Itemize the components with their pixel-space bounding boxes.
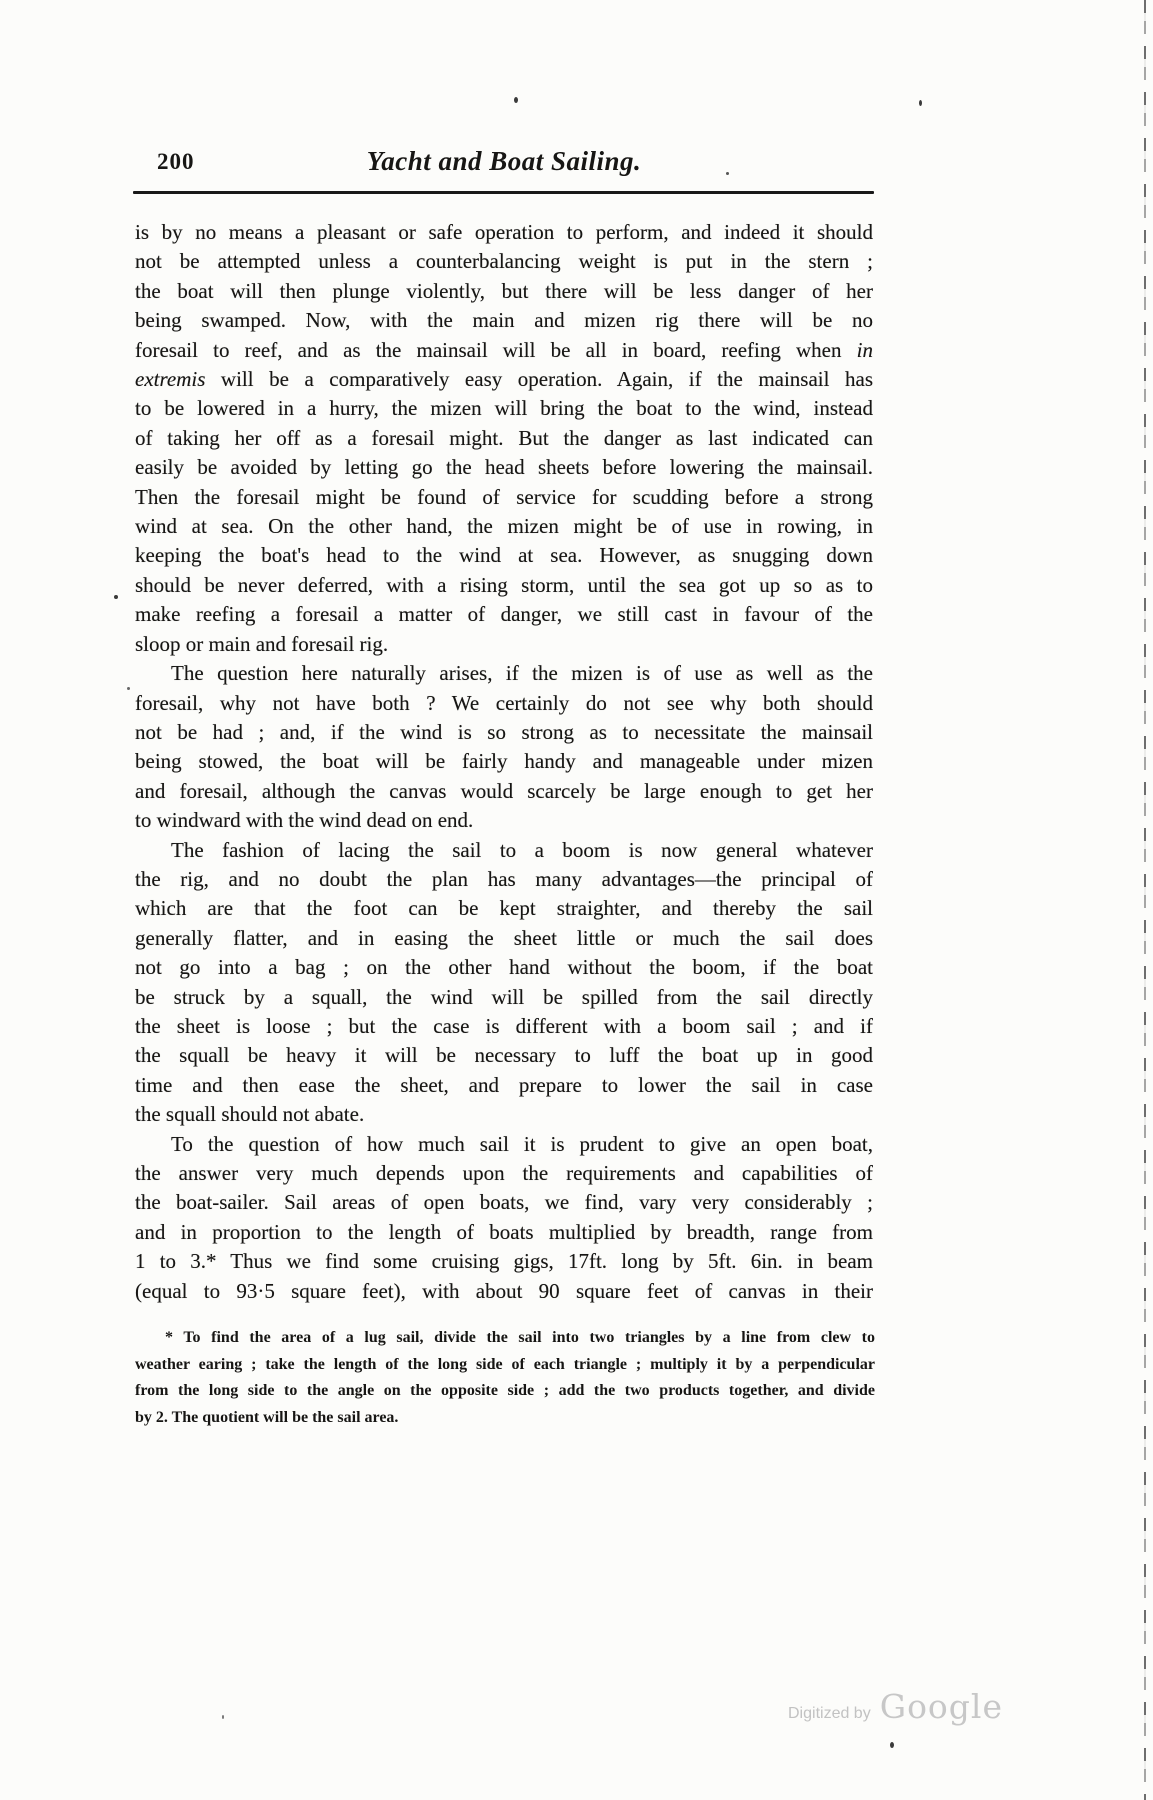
digitized-by-label: Digitized by [788, 1705, 871, 1722]
text-line: Then the foresail might be found of service for scudding before a strong [135, 484, 873, 509]
text-line: not be attempted unless a counterbalancing weight is put in the stern ; [135, 249, 873, 274]
text-line: wind at sea. On the other hand, the mizen might be of use in rowing, in [135, 514, 873, 539]
text-line: keeping the boat's head to the wind at sea. However, as snugging down [135, 543, 873, 568]
ink-speck [222, 1715, 224, 1719]
google-logo: Google [879, 1687, 1004, 1726]
text-line: The question here naturally arises, if the mizen is of use as well as the [171, 661, 873, 686]
page-number: 200 [157, 149, 195, 174]
footnote [135, 1325, 875, 1431]
text-line: easily be avoided by letting go the head sheets before lowering the mainsail. [135, 455, 873, 480]
header-rule [133, 191, 874, 194]
scan-edge-line [1144, 0, 1146, 1800]
ink-speck [919, 100, 922, 106]
text-line: should be never deferred, with a rising storm, until the sea got up so as to [135, 572, 873, 597]
watermark [788, 1687, 1003, 1726]
text-line: the boat-sailer. Sail areas of open boats, we find, vary very considerably ; [135, 1190, 873, 1215]
text-line: not be had ; and, if the wind is so strong as to necessitate the mainsail [135, 719, 873, 744]
text-line: which are that the foot can be kept straighter, and thereby the sail [135, 896, 873, 921]
footnote-line: by 2. The quotient will be the sail area. [135, 1408, 399, 1426]
text-line: (equal to 93·5 square feet), with about 90 square feet of canvas in their [135, 1278, 873, 1303]
text-line: To the question of how much sail it is prudent to give an open boat, [171, 1131, 873, 1156]
text-line: foresail, why not have both ? We certainly do not see why both should [135, 690, 873, 715]
ink-speck [127, 687, 130, 690]
text-line: to be lowered in a hurry, the mizen will bring the boat to the wind, instead [135, 396, 873, 421]
text-line: is by no means a pleasant or safe operation to perform, and indeed it should [135, 220, 873, 244]
text-line: sloop or main and foresail rig. [135, 631, 389, 656]
ink-speck [514, 97, 518, 103]
text-line: not go into a bag ; on the other hand without the boom, if the boat [135, 955, 873, 980]
text-line: of taking her off as a foresail might. But the danger as last indicated can [135, 425, 873, 450]
text-line: the answer very much depends upon the requirements and capabilities of [135, 1161, 873, 1185]
body-text [135, 218, 873, 1306]
page-header [135, 146, 873, 186]
text-line: and foresail, although the canvas would scarcely be large enough to get her [135, 778, 873, 803]
footnote-line: from the long side to the angle on the opposite side ; add the two products together, and divide [135, 1382, 875, 1399]
text-line: be struck by a squall, the wind will be spilled from the sail directly [135, 984, 873, 1009]
text-line: generally flatter, and in easing the sheet little or much the sail does [135, 925, 873, 950]
text-line: the boat will then plunge violently, but there will be less danger of her [135, 278, 873, 303]
running-title: Yacht and Boat Sailing. [366, 146, 642, 176]
text-line: time and then ease the sheet, and prepare to lower the sail in case [135, 1072, 873, 1097]
text-line: the rig, and no doubt the plan has many advantages—the principal of [135, 866, 873, 891]
text-line: 1 to 3.* Thus we find some cruising gigs, 17ft. long by 5ft. 6in. in beam [135, 1249, 873, 1274]
text-line: being stowed, the boat will be fairly handy and manageable under mizen [135, 749, 873, 774]
footnote-line: * To find the area of a lug sail, divide the sail into two triangles by a line from clew to [165, 1329, 875, 1346]
footnote-line: weather earing ; take the length of the long side of each triangle ; multiply it by a perpendicular [135, 1355, 875, 1373]
text-line: foresail to reef, and as the mainsail will be all in board, reefing when in [135, 337, 873, 362]
text-line: the sheet is loose ; but the case is different with a boom sail ; and if [135, 1013, 873, 1038]
text-line: and in proportion to the length of boats multiplied by breadth, range from [135, 1219, 873, 1244]
ink-speck [890, 1742, 894, 1748]
text-line: being swamped. Now, with the main and mizen rig there will be no [135, 308, 873, 333]
text-line: The fashion of lacing the sail to a boom is now general whatever [171, 837, 873, 862]
text-line: to windward with the wind dead on end. [135, 808, 474, 833]
text-line: make reefing a foresail a matter of danger, we still cast in favour of the [135, 602, 873, 627]
ink-speck [114, 595, 118, 599]
text-line: extremis will be a comparatively easy operation. Again, if the mainsail has [135, 367, 873, 392]
text-line: the squall be heavy it will be necessary to luff the boat up in good [135, 1043, 873, 1068]
text-line: the squall should not abate. [135, 1102, 365, 1127]
